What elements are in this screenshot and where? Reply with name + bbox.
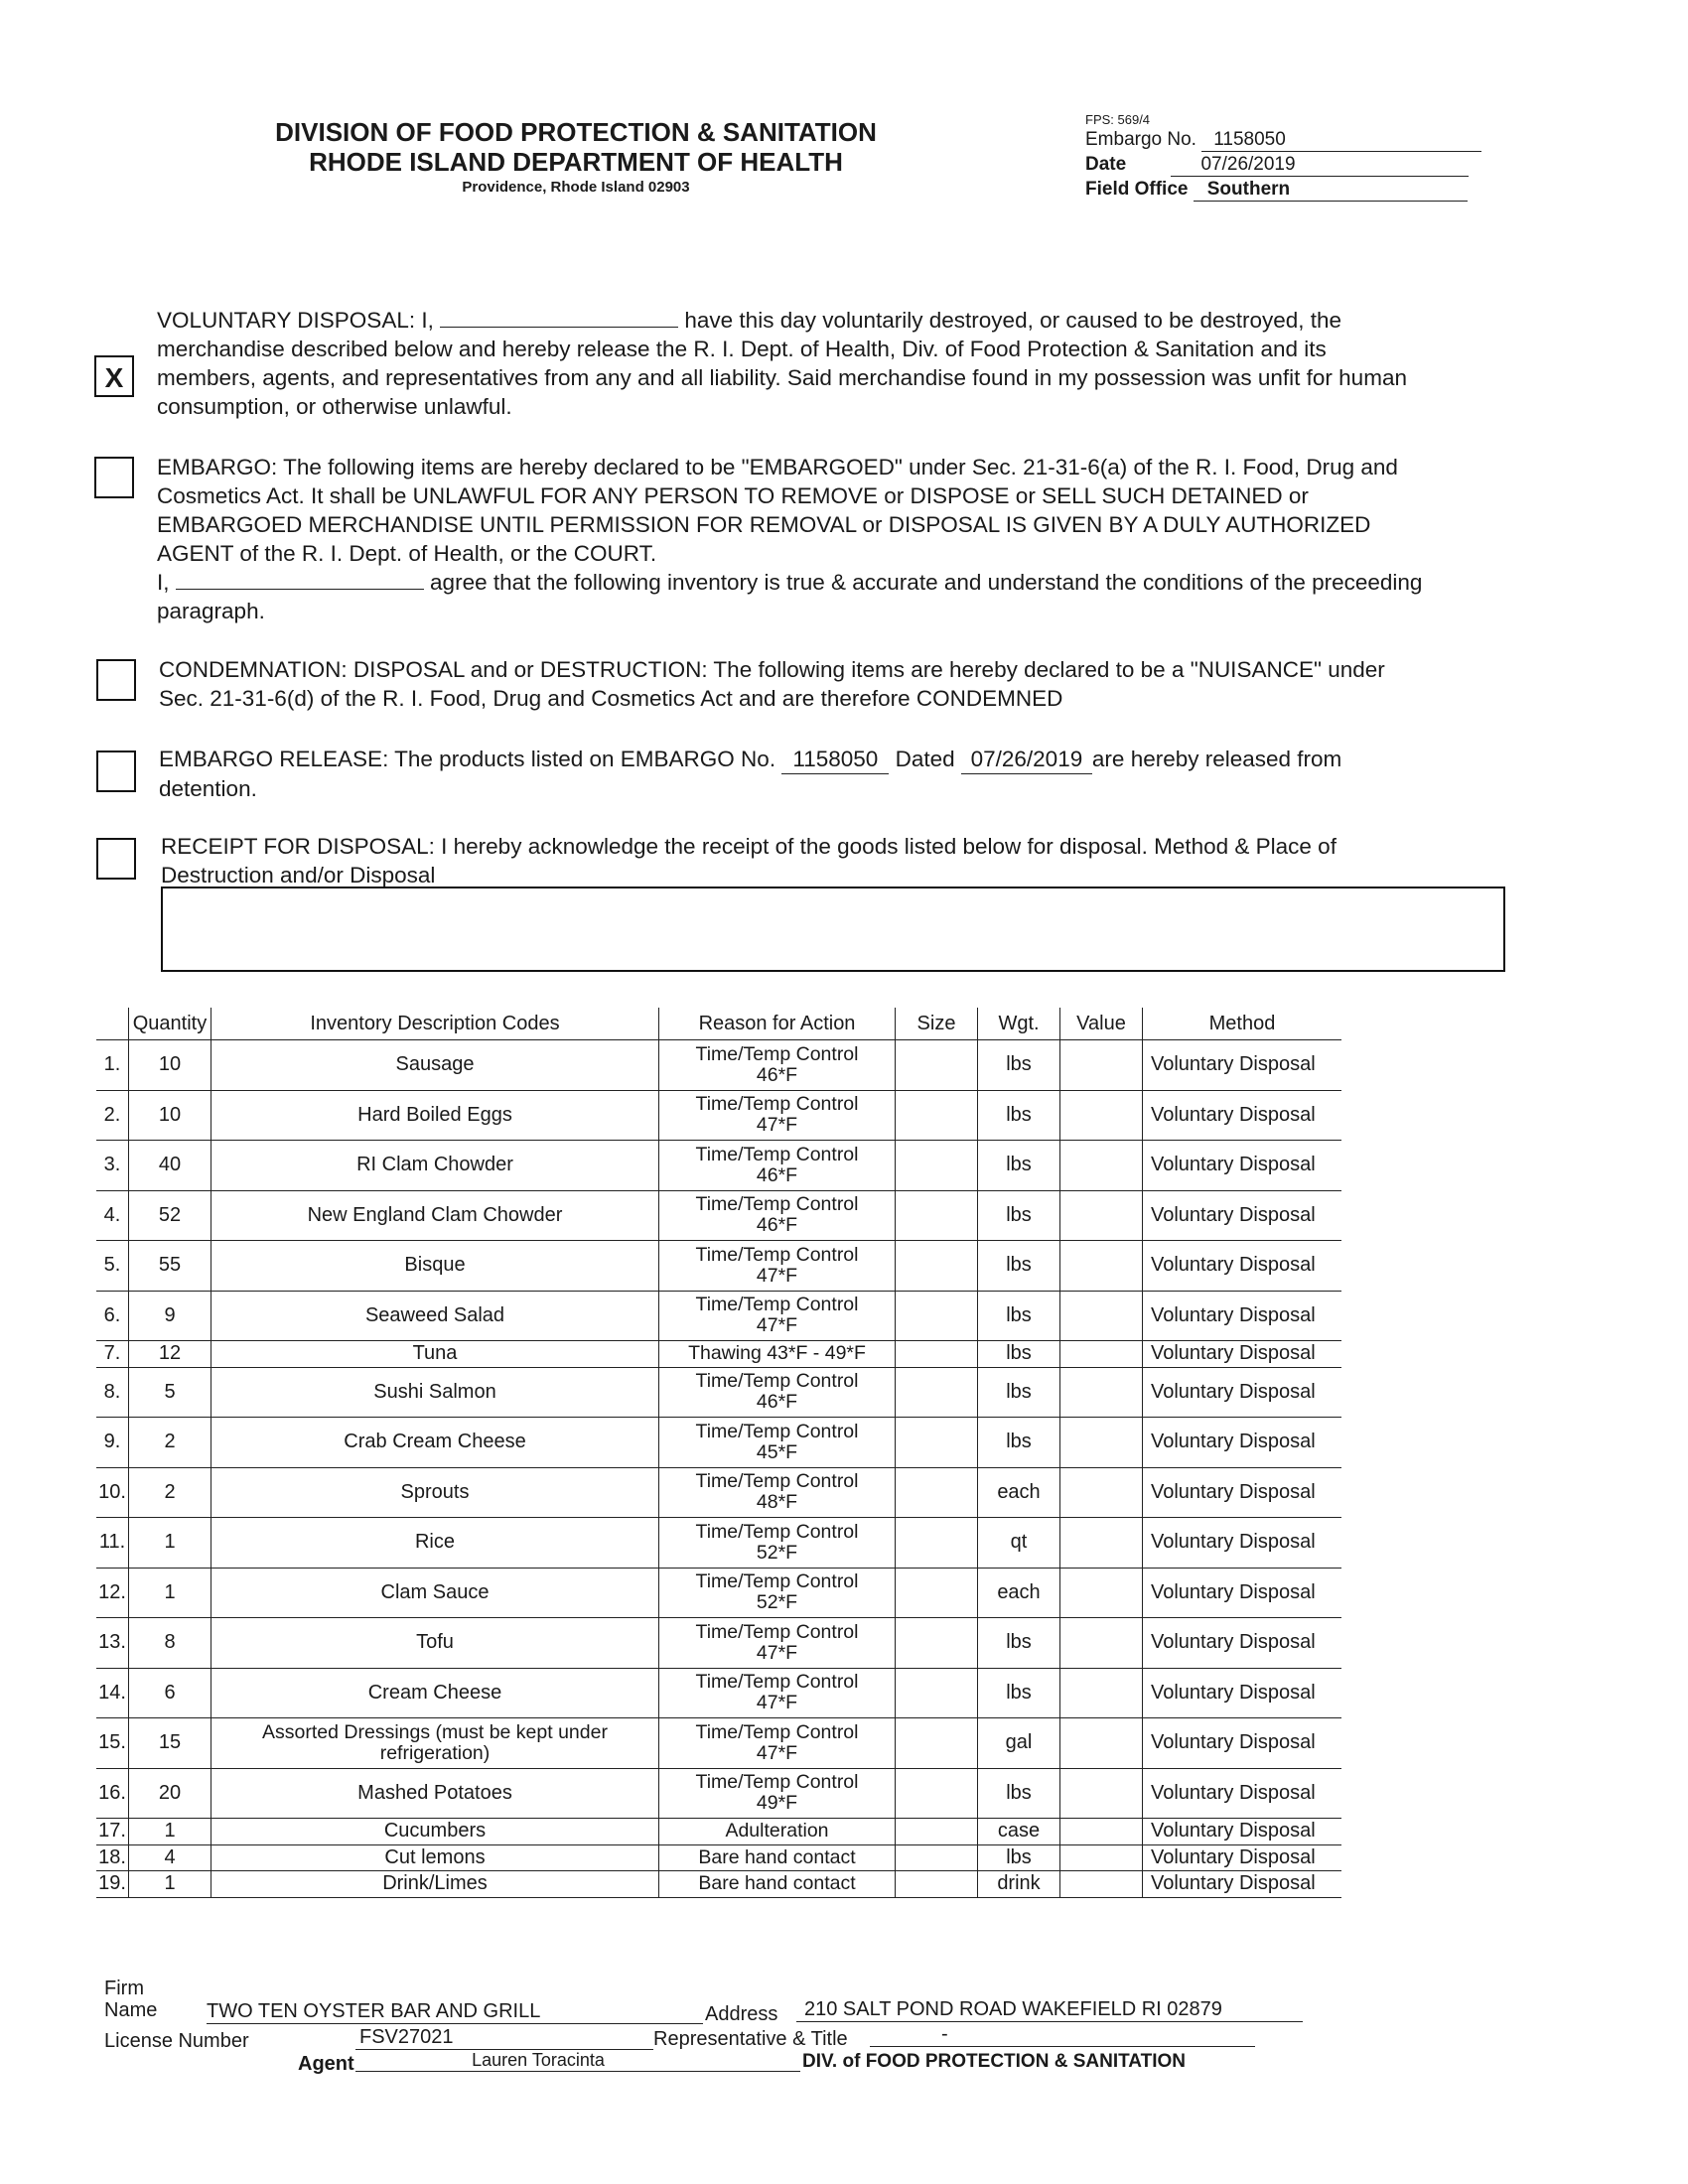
embargo-checkbox[interactable]	[94, 457, 134, 498]
reason-primary: Time/Temp Control	[695, 1193, 859, 1216]
row-size	[896, 1341, 978, 1368]
row-size	[896, 1190, 978, 1241]
row-quantity: 55	[129, 1241, 211, 1292]
row-reason	[659, 1844, 896, 1871]
row-size	[896, 1668, 978, 1718]
receipt-line1: RECEIPT FOR DISPOSAL: I hereby acknowledge the receipt of the goods listed below for disposal. Method & Place of	[161, 834, 1336, 859]
department-address: Providence, Rhode Island 02903	[462, 179, 690, 196]
division-title: DIVISION OF FOOD PROTECTION & SANITATION	[275, 117, 877, 147]
row-weight: lbs	[978, 1768, 1060, 1819]
row-description: Tofu	[211, 1618, 659, 1669]
row-reason	[659, 1341, 896, 1368]
reason-primary: Bare hand contact	[698, 1845, 856, 1868]
row-size	[896, 1418, 978, 1468]
table-row	[96, 1568, 1341, 1618]
row-value	[1060, 1367, 1143, 1418]
row-number: 12.	[96, 1568, 129, 1618]
row-method: Voluntary Disposal	[1143, 1141, 1342, 1191]
row-size	[896, 1718, 978, 1769]
table-row	[96, 1618, 1341, 1669]
inventory-header-row	[96, 1008, 1341, 1040]
reason-primary: Time/Temp Control	[695, 1093, 859, 1116]
release-dated-label: Dated	[895, 747, 955, 771]
reason-primary: Thawing 43*F - 49*F	[688, 1342, 866, 1365]
col-method: Method	[1143, 1008, 1342, 1040]
row-reason	[659, 1518, 896, 1569]
row-quantity: 15	[129, 1718, 211, 1769]
col-weight: Wgt.	[978, 1008, 1060, 1040]
receipt-text	[161, 832, 1511, 889]
voluntary-disposal-text	[157, 306, 1507, 421]
reason-primary: Time/Temp Control	[695, 1520, 859, 1543]
row-size	[896, 1568, 978, 1618]
voluntary-line3: members, agents, and representatives from any and all liability. Said merchandise found in my possession was unfit for human	[157, 365, 1407, 390]
license-field[interactable]: FSV27021	[355, 2026, 653, 2050]
row-method: Voluntary Disposal	[1143, 1668, 1342, 1718]
row-weight: lbs	[978, 1090, 1060, 1141]
disposal-method-box[interactable]	[161, 887, 1505, 972]
embargo-line6: paragraph.	[157, 599, 265, 623]
date-label: Date	[1085, 154, 1127, 175]
embargo-line5-lead: I,	[157, 570, 170, 595]
reason-temperature: 45*F	[756, 1440, 798, 1463]
row-number: 11.	[96, 1518, 129, 1569]
table-row	[96, 1871, 1341, 1898]
row-size	[896, 1090, 978, 1141]
firm-label-line2: Name	[104, 1999, 158, 2021]
row-weight: gal	[978, 1718, 1060, 1769]
row-number: 2.	[96, 1090, 129, 1141]
row-description: Cream Cheese	[211, 1668, 659, 1718]
reason-temperature: 52*F	[756, 1541, 798, 1564]
row-description: Tuna	[211, 1341, 659, 1368]
condemnation-line2: Sec. 21-31-6(d) of the R. I. Food, Drug and Cosmetics Act and are therefore CONDEMNED	[159, 686, 1063, 711]
row-value	[1060, 1618, 1143, 1669]
row-weight: lbs	[978, 1190, 1060, 1241]
reason-temperature: 47*F	[756, 1692, 798, 1714]
row-number: 14.	[96, 1668, 129, 1718]
row-value	[1060, 1341, 1143, 1368]
table-row	[96, 1768, 1341, 1819]
embargo-line5-rest: agree that the following inventory is true & accurate and understand the conditions of the preceeding	[430, 570, 1423, 595]
reason-primary: Time/Temp Control	[695, 1143, 859, 1165]
row-reason	[659, 1141, 896, 1191]
row-size	[896, 1141, 978, 1191]
row-size	[896, 1871, 978, 1898]
table-row	[96, 1141, 1341, 1191]
reason-temperature: 47*F	[756, 1741, 798, 1764]
row-method: Voluntary Disposal	[1143, 1467, 1342, 1518]
row-number: 3.	[96, 1141, 129, 1191]
col-reason: Reason for Action	[659, 1008, 896, 1040]
release-line2: detention.	[159, 776, 257, 801]
row-description: New England Clam Chowder	[211, 1190, 659, 1241]
row-weight: lbs	[978, 1418, 1060, 1468]
row-description: Bisque	[211, 1241, 659, 1292]
row-reason	[659, 1291, 896, 1341]
table-row	[96, 1367, 1341, 1418]
row-description: Sushi Salmon	[211, 1367, 659, 1418]
reason-temperature: 47*F	[756, 1114, 798, 1137]
condemnation-checkbox[interactable]	[96, 659, 136, 701]
row-description: Seaweed Salad	[211, 1291, 659, 1341]
col-description: Inventory Description Codes	[211, 1008, 659, 1040]
row-weight: lbs	[978, 1668, 1060, 1718]
row-weight: each	[978, 1467, 1060, 1518]
row-method: Voluntary Disposal	[1143, 1518, 1342, 1569]
table-row	[96, 1090, 1341, 1141]
embargo-line2: Cosmetics Act. It shall be UNLAWFUL FOR ANY PERSON TO REMOVE or DISPOSE or SELL SUCH DETAINED or	[157, 483, 1309, 508]
row-size	[896, 1844, 978, 1871]
row-size	[896, 1819, 978, 1845]
row-reason	[659, 1871, 896, 1898]
table-row	[96, 1844, 1341, 1871]
reason-temperature: 48*F	[756, 1491, 798, 1514]
row-quantity: 10	[129, 1090, 211, 1141]
embargo-release-text	[159, 745, 1509, 803]
inventory-table	[96, 1008, 1341, 1898]
embargo-text	[157, 453, 1507, 625]
row-value	[1060, 1040, 1143, 1091]
row-quantity: 52	[129, 1190, 211, 1241]
row-reason	[659, 1241, 896, 1292]
reason-temperature: 47*F	[756, 1264, 798, 1287]
row-value	[1060, 1467, 1143, 1518]
voluntary-line4: consumption, or otherwise unlawful.	[157, 394, 512, 419]
row-value	[1060, 1090, 1143, 1141]
division-signature-label: DIV. of FOOD PROTECTION & SANITATION	[802, 2051, 1186, 2072]
row-method: Voluntary Disposal	[1143, 1241, 1342, 1292]
firm-label-line1: Firm	[104, 1978, 144, 1999]
row-weight: lbs	[978, 1844, 1060, 1871]
row-value	[1060, 1241, 1143, 1292]
row-quantity: 12	[129, 1341, 211, 1368]
reason-temperature: 46*F	[756, 1214, 798, 1237]
row-weight: case	[978, 1819, 1060, 1845]
row-reason	[659, 1190, 896, 1241]
row-weight: lbs	[978, 1040, 1060, 1091]
reason-primary: Time/Temp Control	[695, 1042, 859, 1065]
row-value	[1060, 1141, 1143, 1191]
row-method: Voluntary Disposal	[1143, 1844, 1342, 1871]
row-quantity: 2	[129, 1418, 211, 1468]
row-description: Drink/Limes	[211, 1871, 659, 1898]
representative-label: Representative & Title	[653, 2028, 848, 2050]
row-weight: drink	[978, 1871, 1060, 1898]
reason-temperature: 46*F	[756, 1063, 798, 1086]
row-reason	[659, 1467, 896, 1518]
row-weight: lbs	[978, 1141, 1060, 1191]
row-weight: lbs	[978, 1241, 1060, 1292]
col-size: Size	[896, 1008, 978, 1040]
row-method: Voluntary Disposal	[1143, 1819, 1342, 1845]
row-quantity: 8	[129, 1618, 211, 1669]
row-reason	[659, 1618, 896, 1669]
reason-primary: Time/Temp Control	[695, 1771, 859, 1794]
voluntary-lead: VOLUNTARY DISPOSAL: I,	[157, 308, 434, 333]
reason-primary: Time/Temp Control	[695, 1294, 859, 1316]
agent-field[interactable]: Lauren Toracinta	[355, 2050, 800, 2072]
condemnation-text	[159, 655, 1509, 713]
row-method: Voluntary Disposal	[1143, 1618, 1342, 1669]
row-number: 10.	[96, 1467, 129, 1518]
row-size	[896, 1291, 978, 1341]
table-row	[96, 1190, 1341, 1241]
row-size	[896, 1518, 978, 1569]
voluntary-rest: have this day voluntarily destroyed, or caused to be destroyed, the	[684, 308, 1342, 333]
row-size	[896, 1467, 978, 1518]
table-row	[96, 1819, 1341, 1845]
row-reason	[659, 1819, 896, 1845]
table-row	[96, 1467, 1341, 1518]
row-value	[1060, 1668, 1143, 1718]
row-reason	[659, 1367, 896, 1418]
table-row	[96, 1418, 1341, 1468]
embargo-name-blank[interactable]	[176, 589, 424, 590]
row-number: 8.	[96, 1367, 129, 1418]
row-reason	[659, 1568, 896, 1618]
fps-code: FPS: 569/4	[1085, 112, 1151, 127]
row-quantity: 1	[129, 1871, 211, 1898]
condemnation-line1: CONDEMNATION: DISPOSAL and or DESTRUCTION: The following items are hereby declared to be a "NUISANCE" under	[159, 657, 1385, 682]
row-number: 6.	[96, 1291, 129, 1341]
firm-name-field[interactable]: TWO TEN OYSTER BAR AND GRILL	[207, 2000, 703, 2024]
date-line	[1085, 154, 1469, 177]
embargo-line1: EMBARGO: The following items are hereby declared to be "EMBARGOED" under Sec. 21-31-6(a) of the R. I. Food, Drug and	[157, 455, 1398, 479]
row-quantity: 4	[129, 1844, 211, 1871]
col-value: Value	[1060, 1008, 1143, 1040]
table-row	[96, 1241, 1341, 1292]
reason-primary: Time/Temp Control	[695, 1570, 859, 1593]
row-number: 9.	[96, 1418, 129, 1468]
row-size	[896, 1241, 978, 1292]
row-weight: lbs	[978, 1367, 1060, 1418]
row-description: Crab Cream Cheese	[211, 1418, 659, 1468]
row-description: Cucumbers	[211, 1819, 659, 1845]
row-weight: lbs	[978, 1341, 1060, 1368]
table-row	[96, 1668, 1341, 1718]
firm-label	[104, 1978, 157, 2021]
address-label: Address	[705, 2003, 778, 2025]
reason-primary: Adulteration	[725, 1820, 829, 1843]
department-title: RHODE ISLAND DEPARTMENT OF HEALTH	[309, 147, 843, 177]
table-row	[96, 1291, 1341, 1341]
col-number	[96, 1008, 129, 1040]
row-quantity: 40	[129, 1141, 211, 1191]
voluntary-disposal-checkbox[interactable]: X	[94, 355, 134, 397]
row-value	[1060, 1819, 1143, 1845]
row-value	[1060, 1871, 1143, 1898]
reason-temperature: 46*F	[756, 1391, 798, 1414]
table-row	[96, 1341, 1341, 1368]
row-method: Voluntary Disposal	[1143, 1568, 1342, 1618]
embargo-number-field[interactable]: 1158050	[1201, 129, 1481, 152]
row-method: Voluntary Disposal	[1143, 1418, 1342, 1468]
reason-temperature: 46*F	[756, 1163, 798, 1186]
row-number: 7.	[96, 1341, 129, 1368]
field-office-label: Field Office	[1085, 179, 1189, 200]
row-description: Hard Boiled Eggs	[211, 1090, 659, 1141]
row-description: Rice	[211, 1518, 659, 1569]
reason-primary: Time/Temp Control	[695, 1420, 859, 1442]
embargo-line4: AGENT of the R. I. Dept. of Health, or the COURT.	[157, 541, 657, 566]
reason-primary: Time/Temp Control	[695, 1720, 859, 1743]
row-quantity: 1	[129, 1568, 211, 1618]
row-value	[1060, 1518, 1143, 1569]
row-reason	[659, 1090, 896, 1141]
embargo-number-label: Embargo No.	[1085, 129, 1196, 150]
row-description: Cut lemons	[211, 1844, 659, 1871]
row-number: 15.	[96, 1718, 129, 1769]
agent-label: Agent	[298, 2053, 354, 2075]
reason-temperature: 49*F	[756, 1792, 798, 1815]
row-reason	[659, 1668, 896, 1718]
row-number: 4.	[96, 1190, 129, 1241]
reason-temperature: 47*F	[756, 1314, 798, 1337]
row-size	[896, 1768, 978, 1819]
receipt-checkbox[interactable]	[96, 838, 136, 880]
reason-primary: Time/Temp Control	[695, 1620, 859, 1643]
row-reason	[659, 1040, 896, 1091]
row-quantity: 10	[129, 1040, 211, 1091]
row-value	[1060, 1568, 1143, 1618]
field-office-line	[1085, 179, 1468, 202]
release-embargo-number[interactable]: 1158050	[781, 745, 889, 774]
license-label: License Number	[104, 2030, 249, 2052]
row-description: Mashed Potatoes	[211, 1768, 659, 1819]
embargo-release-checkbox[interactable]	[96, 751, 136, 792]
voluntary-name-blank[interactable]	[440, 327, 678, 328]
row-reason	[659, 1718, 896, 1769]
row-method: Voluntary Disposal	[1143, 1090, 1342, 1141]
reason-primary: Time/Temp Control	[695, 1470, 859, 1493]
embargo-line3: EMBARGOED MERCHANDISE UNTIL PERMISSION FOR REMOVAL or DISPOSAL IS GIVEN BY A DULY AUTHORIZED	[157, 512, 1371, 537]
address-field[interactable]: 210 SALT POND ROAD WAKEFIELD RI 02879	[796, 1998, 1303, 2022]
row-method: Voluntary Disposal	[1143, 1190, 1342, 1241]
receipt-line2: Destruction and/or Disposal	[161, 863, 436, 887]
row-reason	[659, 1418, 896, 1468]
release-date[interactable]: 07/26/2019	[961, 745, 1092, 774]
row-quantity: 5	[129, 1367, 211, 1418]
row-method: Voluntary Disposal	[1143, 1367, 1342, 1418]
row-number: 5.	[96, 1241, 129, 1292]
row-weight: lbs	[978, 1618, 1060, 1669]
row-number: 1.	[96, 1040, 129, 1091]
release-rest: are hereby released from	[1091, 747, 1342, 771]
row-quantity: 1	[129, 1518, 211, 1569]
row-method: Voluntary Disposal	[1143, 1871, 1342, 1898]
embargo-number-line	[1085, 129, 1481, 152]
row-value	[1060, 1718, 1143, 1769]
row-reason	[659, 1768, 896, 1819]
representative-field[interactable]: -	[870, 2023, 1255, 2047]
row-value	[1060, 1844, 1143, 1871]
row-quantity: 9	[129, 1291, 211, 1341]
row-method: Voluntary Disposal	[1143, 1291, 1342, 1341]
date-field[interactable]: 07/26/2019	[1171, 154, 1469, 177]
reason-temperature: 47*F	[756, 1641, 798, 1664]
table-row	[96, 1040, 1341, 1091]
reason-primary: Time/Temp Control	[695, 1370, 859, 1393]
row-quantity: 6	[129, 1668, 211, 1718]
row-description: Clam Sauce	[211, 1568, 659, 1618]
row-number: 17.	[96, 1819, 129, 1845]
row-number: 13.	[96, 1618, 129, 1669]
row-value	[1060, 1291, 1143, 1341]
row-weight: each	[978, 1568, 1060, 1618]
row-number: 18.	[96, 1844, 129, 1871]
reason-primary: Bare hand contact	[698, 1872, 856, 1895]
row-method: Voluntary Disposal	[1143, 1040, 1342, 1091]
row-description: Sprouts	[211, 1467, 659, 1518]
reason-primary: Time/Temp Control	[695, 1243, 859, 1266]
row-method: Voluntary Disposal	[1143, 1718, 1342, 1769]
row-description: RI Clam Chowder	[211, 1141, 659, 1191]
row-size	[896, 1618, 978, 1669]
row-weight: lbs	[978, 1291, 1060, 1341]
voluntary-line2: merchandise described below and hereby release the R. I. Dept. of Health, Div. of Food Protection & Sanitation and its	[157, 337, 1327, 361]
release-lead: EMBARGO RELEASE: The products listed on EMBARGO No.	[159, 747, 776, 771]
inventory-body	[96, 1040, 1341, 1898]
row-value	[1060, 1190, 1143, 1241]
row-description: Sausage	[211, 1040, 659, 1091]
table-row	[96, 1518, 1341, 1569]
row-number: 19.	[96, 1871, 129, 1898]
row-size	[896, 1367, 978, 1418]
row-number: 16.	[96, 1768, 129, 1819]
row-method: Voluntary Disposal	[1143, 1341, 1342, 1368]
reason-primary: Time/Temp Control	[695, 1671, 859, 1694]
reason-temperature: 52*F	[756, 1591, 798, 1614]
table-row	[96, 1718, 1341, 1769]
row-method: Voluntary Disposal	[1143, 1768, 1342, 1819]
field-office-field[interactable]: Southern	[1194, 179, 1468, 202]
row-value	[1060, 1768, 1143, 1819]
row-quantity: 20	[129, 1768, 211, 1819]
row-quantity: 1	[129, 1819, 211, 1845]
row-description: Assorted Dressings (must be kept under refrigeration)	[211, 1718, 659, 1769]
row-size	[896, 1040, 978, 1091]
row-weight: qt	[978, 1518, 1060, 1569]
row-value	[1060, 1418, 1143, 1468]
row-quantity: 2	[129, 1467, 211, 1518]
col-quantity: Quantity	[129, 1008, 211, 1040]
